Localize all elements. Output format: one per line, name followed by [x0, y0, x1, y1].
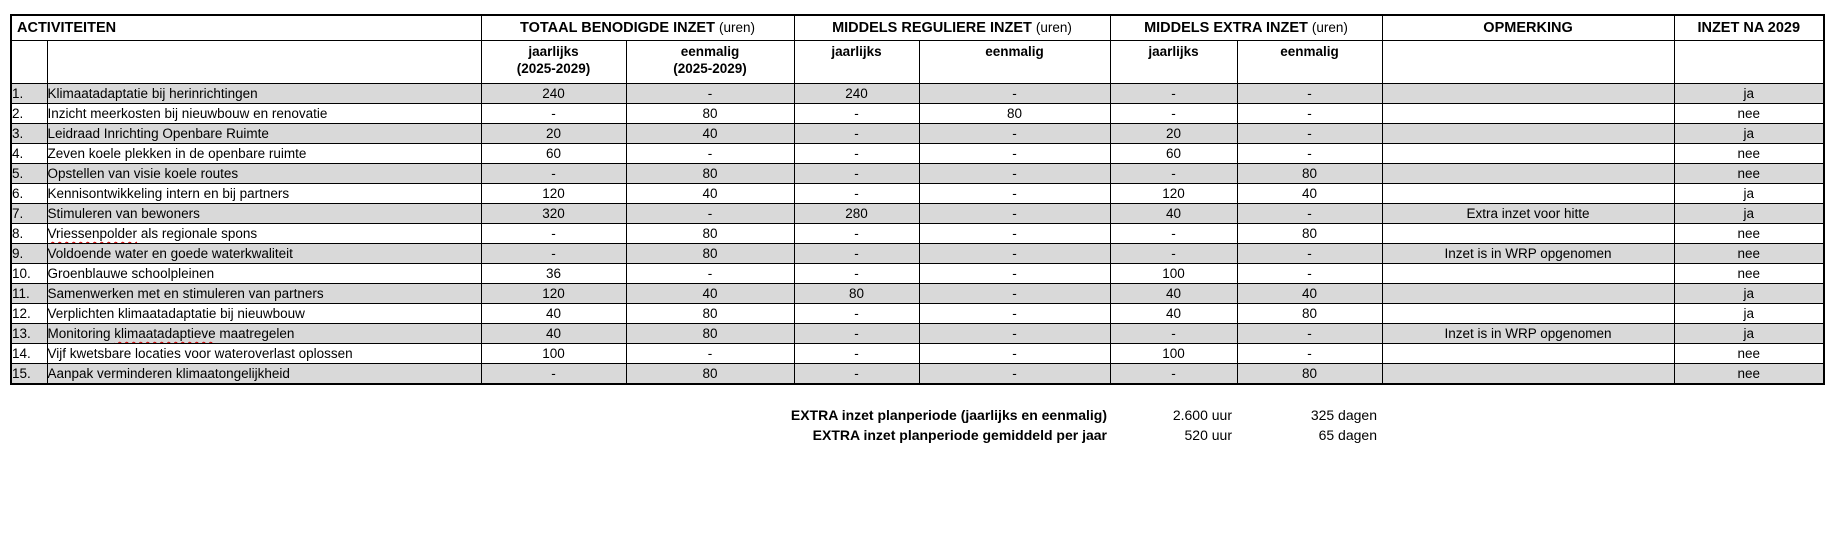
cell-activiteit: Vriessenpolder als regionale spons: [47, 224, 481, 244]
cell-nr: 8.: [11, 224, 47, 244]
document-page: [0, 14, 1844, 546]
cell-activiteit: Groenblauwe schoolpleinen: [47, 264, 481, 284]
table-row: [11, 284, 1824, 304]
cell-totaal-eenmalig: 40: [626, 124, 794, 144]
table-row: [11, 224, 1824, 244]
cell-regulier-jaarlijks: -: [794, 144, 919, 164]
cell-regulier-eenmalig: -: [919, 224, 1110, 244]
header-totaal-unit: (uren): [718, 20, 755, 35]
cell-extra-eenmalig: 80: [1237, 304, 1382, 324]
table-row: [11, 104, 1824, 124]
cell-inzet-na-2029: nee: [1674, 364, 1824, 385]
cell-totaal-jaarlijks: 120: [481, 184, 626, 204]
cell-totaal-jaarlijks: -: [481, 364, 626, 385]
cell-nr: 3.: [11, 124, 47, 144]
cell-opmerking: [1382, 124, 1674, 144]
cell-opmerking: [1382, 264, 1674, 284]
cell-extra-jaarlijks: 40: [1110, 304, 1237, 324]
cell-inzet-na-2029: ja: [1674, 304, 1824, 324]
cell-extra-jaarlijks: -: [1110, 324, 1237, 344]
subheader-totaal-eenmalig-line2: (2025-2029): [673, 61, 747, 76]
cell-regulier-eenmalig: -: [919, 304, 1110, 324]
cell-totaal-eenmalig: 80: [626, 244, 794, 264]
table-row: [11, 84, 1824, 104]
cell-inzet-na-2029: ja: [1674, 204, 1824, 224]
cell-extra-jaarlijks: -: [1110, 104, 1237, 124]
cell-opmerking: Inzet is in WRP opgenomen: [1382, 244, 1674, 264]
table-row: [11, 244, 1824, 264]
summary-row-planperiode: [10, 405, 1844, 425]
cell-inzet-na-2029: ja: [1674, 84, 1824, 104]
cell-regulier-jaarlijks: -: [794, 364, 919, 385]
subheader-regulier-eenmalig: eenmalig: [919, 41, 1110, 84]
cell-nr: 2.: [11, 104, 47, 124]
cell-extra-jaarlijks: 120: [1110, 184, 1237, 204]
cell-activiteit: Inzicht meerkosten bij nieuwbouw en renovatie: [47, 104, 481, 124]
cell-regulier-eenmalig: -: [919, 284, 1110, 304]
cell-regulier-jaarlijks: 240: [794, 84, 919, 104]
cell-totaal-eenmalig: -: [626, 264, 794, 284]
cell-regulier-jaarlijks: -: [794, 264, 919, 284]
cell-extra-eenmalig: -: [1237, 264, 1382, 284]
cell-totaal-eenmalig: -: [626, 84, 794, 104]
cell-activiteit: Aanpak verminderen klimaatongelijkheid: [47, 364, 481, 385]
cell-regulier-jaarlijks: -: [794, 304, 919, 324]
cell-totaal-eenmalig: 80: [626, 364, 794, 385]
cell-totaal-eenmalig: 80: [626, 164, 794, 184]
cell-regulier-eenmalig: -: [919, 324, 1110, 344]
header-extra-unit: (uren): [1311, 20, 1348, 35]
header-group-row: [11, 15, 1824, 41]
cell-regulier-jaarlijks: -: [794, 104, 919, 124]
header-activiteiten: [11, 15, 481, 41]
header-totaal-title: TOTAAL BENODIGDE INZET: [520, 20, 715, 36]
cell-extra-jaarlijks: -: [1110, 84, 1237, 104]
cell-inzet-na-2029: ja: [1674, 184, 1824, 204]
cell-extra-eenmalig: 40: [1237, 284, 1382, 304]
subheader-extra-jaarlijks: jaarlijks: [1110, 41, 1237, 84]
subheader-extra-eenmalig: eenmalig: [1237, 41, 1382, 84]
cell-extra-jaarlijks: -: [1110, 244, 1237, 264]
summary-block: [10, 405, 1844, 445]
subheader-totaal-jaarlijks-line1: jaarlijks: [528, 44, 579, 59]
cell-extra-jaarlijks: 20: [1110, 124, 1237, 144]
cell-extra-eenmalig: -: [1237, 324, 1382, 344]
cell-regulier-jaarlijks: -: [794, 164, 919, 184]
cell-nr: 1.: [11, 84, 47, 104]
cell-opmerking: [1382, 284, 1674, 304]
header-opmerking: OPMERKING: [1382, 15, 1674, 41]
cell-extra-eenmalig: 80: [1237, 364, 1382, 385]
cell-regulier-eenmalig: -: [919, 364, 1110, 385]
cell-nr: 15.: [11, 364, 47, 385]
spellcheck-word: Vriessenpolder: [47, 226, 138, 241]
cell-nr: 13.: [11, 324, 47, 344]
cell-extra-eenmalig: 80: [1237, 224, 1382, 244]
header-middels-reguliere-inzet: [794, 15, 1110, 41]
cell-totaal-jaarlijks: -: [481, 164, 626, 184]
cell-opmerking: [1382, 104, 1674, 124]
cell-totaal-eenmalig: 80: [626, 104, 794, 124]
activiteiten-inzet-table: [10, 14, 1825, 385]
cell-totaal-eenmalig: 80: [626, 224, 794, 244]
cell-totaal-jaarlijks: 240: [481, 84, 626, 104]
cell-extra-eenmalig: -: [1237, 84, 1382, 104]
cell-nr: 12.: [11, 304, 47, 324]
cell-nr: 5.: [11, 164, 47, 184]
cell-opmerking: [1382, 344, 1674, 364]
cell-opmerking: [1382, 144, 1674, 164]
cell-activiteit: Monitoring klimaatadaptieve maatregelen: [47, 324, 481, 344]
cell-extra-eenmalig: 40: [1237, 184, 1382, 204]
cell-regulier-jaarlijks: 80: [794, 284, 919, 304]
cell-opmerking: [1382, 304, 1674, 324]
summary-days-value: 65 dagen: [1318, 427, 1377, 443]
cell-activiteit: Kennisontwikkeling intern en bij partners: [47, 184, 481, 204]
subheader-empty-activiteit: [47, 41, 481, 84]
cell-regulier-jaarlijks: -: [794, 184, 919, 204]
cell-nr: 14.: [11, 344, 47, 364]
table-row: [11, 304, 1824, 324]
cell-activiteit: Leidraad Inrichting Openbare Ruimte: [47, 124, 481, 144]
cell-regulier-eenmalig: -: [919, 204, 1110, 224]
cell-extra-jaarlijks: 100: [1110, 344, 1237, 364]
subheader-totaal-eenmalig: [626, 41, 794, 84]
table-row: [11, 204, 1824, 224]
cell-extra-eenmalig: -: [1237, 104, 1382, 124]
cell-extra-eenmalig: -: [1237, 124, 1382, 144]
cell-inzet-na-2029: nee: [1674, 164, 1824, 184]
cell-inzet-na-2029: nee: [1674, 224, 1824, 244]
cell-opmerking: [1382, 184, 1674, 204]
summary-label: EXTRA inzet planperiode (jaarlijks en eenmalig): [790, 407, 1107, 423]
table-row: [11, 324, 1824, 344]
cell-opmerking: [1382, 364, 1674, 385]
cell-activiteit: Voldoende water en goede waterkwaliteit: [47, 244, 481, 264]
cell-nr: 7.: [11, 204, 47, 224]
cell-regulier-jaarlijks: -: [794, 324, 919, 344]
table-row: [11, 364, 1824, 385]
cell-totaal-eenmalig: 40: [626, 284, 794, 304]
cell-totaal-eenmalig: -: [626, 144, 794, 164]
cell-opmerking: [1382, 224, 1674, 244]
cell-totaal-jaarlijks: 36: [481, 264, 626, 284]
cell-nr: 11.: [11, 284, 47, 304]
cell-extra-jaarlijks: -: [1110, 164, 1237, 184]
cell-extra-eenmalig: -: [1237, 344, 1382, 364]
table-row: [11, 124, 1824, 144]
cell-activiteit: Verplichten klimaatadaptatie bij nieuwbouw: [47, 304, 481, 324]
summary-row-gemiddeld: [10, 425, 1844, 445]
cell-activiteit: Klimaatadaptatie bij herinrichtingen: [47, 84, 481, 104]
cell-regulier-eenmalig: -: [919, 164, 1110, 184]
cell-extra-eenmalig: -: [1237, 244, 1382, 264]
cell-activiteit: Opstellen van visie koele routes: [47, 164, 481, 184]
cell-extra-eenmalig: -: [1237, 144, 1382, 164]
cell-totaal-eenmalig: -: [626, 344, 794, 364]
cell-opmerking: [1382, 164, 1674, 184]
subheader-regulier-jaarlijks: jaarlijks: [794, 41, 919, 84]
cell-extra-jaarlijks: 40: [1110, 284, 1237, 304]
cell-totaal-eenmalig: 80: [626, 324, 794, 344]
header-extra-title: MIDDELS EXTRA INZET: [1144, 20, 1308, 36]
cell-regulier-eenmalig: -: [919, 244, 1110, 264]
cell-regulier-jaarlijks: -: [794, 224, 919, 244]
cell-totaal-jaarlijks: 40: [481, 304, 626, 324]
cell-regulier-jaarlijks: 280: [794, 204, 919, 224]
subheader-empty-opmerking: [1382, 41, 1674, 84]
cell-extra-jaarlijks: 100: [1110, 264, 1237, 284]
table-row: [11, 344, 1824, 364]
subheader-totaal-jaarlijks: [481, 41, 626, 84]
cell-totaal-jaarlijks: 120: [481, 284, 626, 304]
cell-inzet-na-2029: ja: [1674, 324, 1824, 344]
cell-extra-eenmalig: 80: [1237, 164, 1382, 184]
cell-regulier-eenmalig: -: [919, 264, 1110, 284]
cell-regulier-jaarlijks: -: [794, 124, 919, 144]
header-middels-extra-inzet: [1110, 15, 1382, 41]
summary-hours-value: 520 uur: [1184, 427, 1232, 443]
cell-totaal-jaarlijks: 40: [481, 324, 626, 344]
cell-extra-jaarlijks: -: [1110, 364, 1237, 385]
subheader-empty-nr: [11, 41, 47, 84]
cell-regulier-eenmalig: -: [919, 184, 1110, 204]
cell-regulier-eenmalig: -: [919, 144, 1110, 164]
cell-inzet-na-2029: nee: [1674, 264, 1824, 284]
cell-totaal-jaarlijks: -: [481, 104, 626, 124]
cell-totaal-jaarlijks: 320: [481, 204, 626, 224]
cell-inzet-na-2029: nee: [1674, 244, 1824, 264]
subheader-totaal-eenmalig-line1: eenmalig: [680, 44, 740, 59]
header-sub-row: [11, 41, 1824, 84]
header-regulier-unit: (uren): [1035, 20, 1072, 35]
cell-nr: 9.: [11, 244, 47, 264]
subheader-empty-inzet-na-2029: [1674, 41, 1824, 84]
cell-inzet-na-2029: ja: [1674, 124, 1824, 144]
spellcheck-word: klimaatadaptieve: [114, 326, 216, 341]
cell-activiteit: Vijf kwetsbare locaties voor wateroverlast oplossen: [47, 344, 481, 364]
summary-hours-value: 2.600 uur: [1172, 407, 1232, 423]
table-row: [11, 144, 1824, 164]
subheader-totaal-jaarlijks-line2: (2025-2029): [516, 61, 591, 76]
header-totaal-benodigde-inzet: [481, 15, 794, 41]
cell-activiteit: Stimuleren van bewoners: [47, 204, 481, 224]
cell-nr: 4.: [11, 144, 47, 164]
table-row: [11, 184, 1824, 204]
summary-label: EXTRA inzet planperiode gemiddeld per jaar: [812, 427, 1107, 443]
cell-extra-jaarlijks: 60: [1110, 144, 1237, 164]
cell-opmerking: Extra inzet voor hitte: [1382, 204, 1674, 224]
cell-regulier-eenmalig: -: [919, 124, 1110, 144]
table-row: [11, 164, 1824, 184]
header-activiteiten-label: ACTIVITEITEN: [17, 20, 117, 36]
cell-inzet-na-2029: nee: [1674, 344, 1824, 364]
cell-totaal-jaarlijks: 20: [481, 124, 626, 144]
cell-activiteit: Samenwerken met en stimuleren van partners: [47, 284, 481, 304]
cell-activiteit: Zeven koele plekken in de openbare ruimte: [47, 144, 481, 164]
header-inzet-na-2029: INZET NA 2029: [1674, 15, 1824, 41]
cell-nr: 6.: [11, 184, 47, 204]
cell-regulier-jaarlijks: -: [794, 344, 919, 364]
summary-days-value: 325 dagen: [1310, 407, 1377, 423]
cell-regulier-eenmalig: 80: [919, 104, 1110, 124]
cell-nr: 10.: [11, 264, 47, 284]
cell-inzet-na-2029: nee: [1674, 144, 1824, 164]
cell-totaal-jaarlijks: -: [481, 244, 626, 264]
cell-extra-jaarlijks: -: [1110, 224, 1237, 244]
cell-extra-eenmalig: -: [1237, 204, 1382, 224]
cell-inzet-na-2029: nee: [1674, 104, 1824, 124]
cell-opmerking: Inzet is in WRP opgenomen: [1382, 324, 1674, 344]
cell-totaal-jaarlijks: -: [481, 224, 626, 244]
cell-totaal-jaarlijks: 100: [481, 344, 626, 364]
cell-regulier-eenmalig: -: [919, 84, 1110, 104]
header-regulier-title: MIDDELS REGULIERE INZET: [832, 20, 1032, 36]
cell-totaal-eenmalig: 80: [626, 304, 794, 324]
cell-totaal-eenmalig: 40: [626, 184, 794, 204]
cell-totaal-jaarlijks: 60: [481, 144, 626, 164]
cell-inzet-na-2029: ja: [1674, 284, 1824, 304]
cell-regulier-eenmalig: -: [919, 344, 1110, 364]
cell-opmerking: [1382, 84, 1674, 104]
table-body: [11, 84, 1824, 385]
cell-regulier-jaarlijks: -: [794, 244, 919, 264]
cell-extra-jaarlijks: 40: [1110, 204, 1237, 224]
cell-totaal-eenmalig: -: [626, 204, 794, 224]
table-row: [11, 264, 1824, 284]
